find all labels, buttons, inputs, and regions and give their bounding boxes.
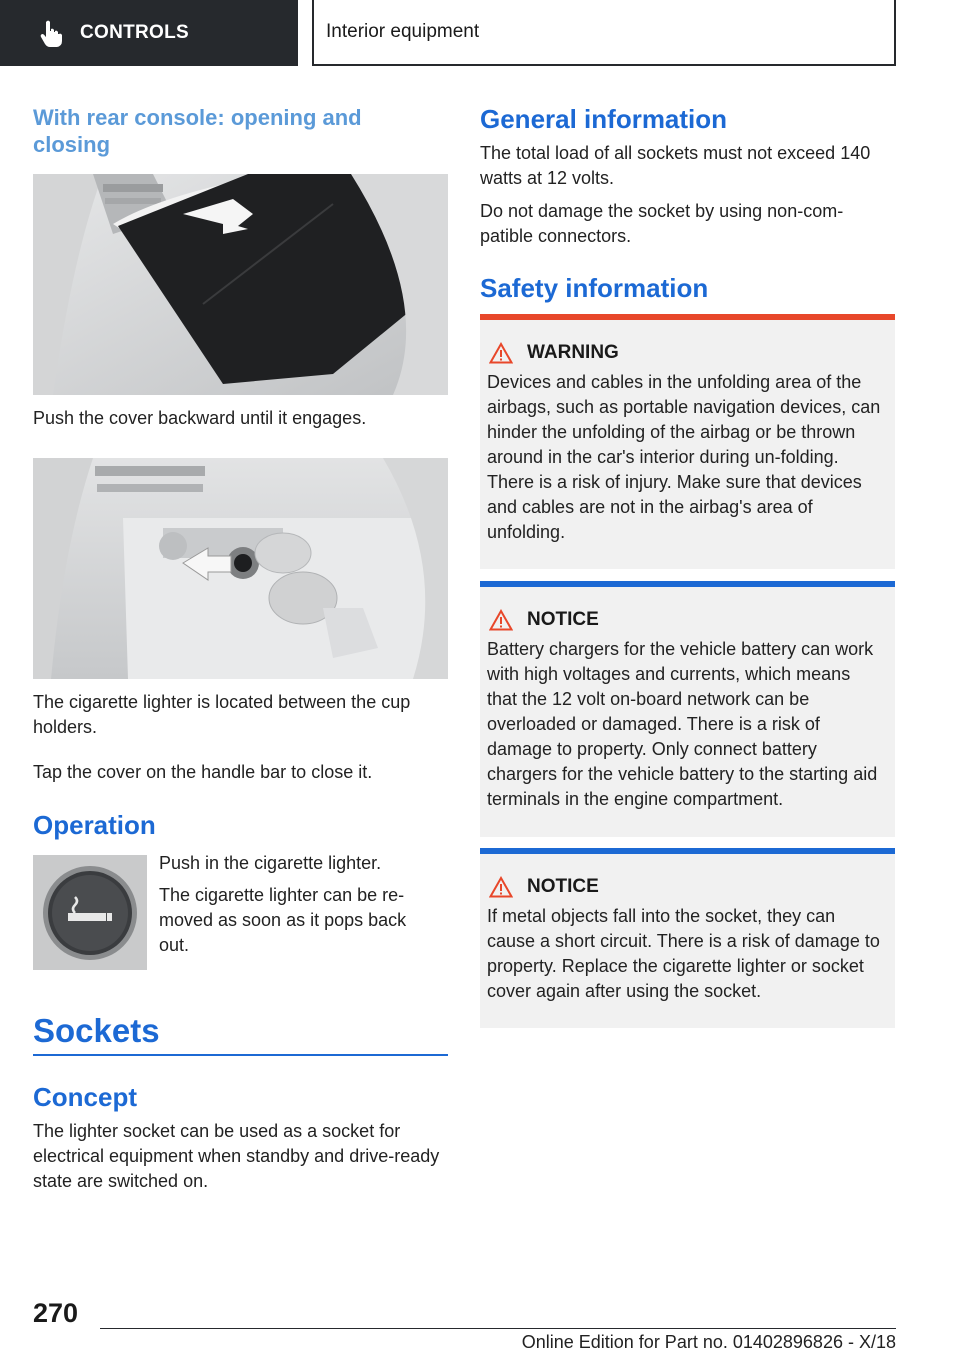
- notice-triangle-icon: [489, 876, 513, 898]
- heading-safety-information: Safety information: [480, 273, 709, 303]
- caption-tap-cover: Tap the cover on the handle bar to close it.: [33, 762, 373, 782]
- concept-text: The lighter socket can be used as a socket for electrical equipment when standby and drive-ready state are switched on.: [33, 1121, 440, 1191]
- warning-title-text: WARNING: [527, 342, 619, 363]
- notice-bar-2: [480, 848, 895, 854]
- heading-concept: Concept: [33, 1082, 137, 1112]
- footer-rule: [100, 1328, 896, 1329]
- console-cover-illustration: [33, 174, 448, 395]
- notice-text-2: If metal objects fall into the socket, they can cause a short circuit. There is a risk of damage to property. Replace the cigarette lighter or socket cover again after using the socket.: [487, 906, 880, 1001]
- warning-bar: [480, 314, 895, 320]
- header-chapter-tab: [312, 0, 896, 66]
- warning-box: [480, 314, 895, 569]
- notice-bar-1: [480, 581, 895, 587]
- warning-triangle-icon: [489, 342, 513, 364]
- operation-step-2: The cigarette lighter can be re-moved as soon as it pops back out.: [159, 885, 407, 955]
- notice-title-1: [487, 609, 881, 631]
- cup-holder-illustration: [33, 458, 448, 679]
- section-label: CONTROLS: [80, 22, 190, 43]
- heading-general-information: General information: [480, 104, 728, 134]
- general-text-2: Do not damage the socket by using non-com-patible connectors.: [480, 201, 844, 246]
- header-section-tab: [0, 0, 298, 66]
- cigarette-lighter-icon: [33, 855, 147, 970]
- notice-text-1: Battery chargers for the vehicle battery can work with high voltages and currents, which means that the 12 volt on-board network can be overloaded or damaged. There is a risk of damage to property. Only connect battery chargers for the vehicle battery to the starting aid terminals in the engine compartment.: [487, 639, 878, 809]
- hand-pointer-icon: [36, 18, 66, 48]
- page-number: 270: [33, 1298, 79, 1328]
- footer-edition: Online Edition for Part no. 01402896826 - X/18: [521, 1332, 896, 1352]
- caption-lighter-location: The cigarette lighter is located between the cup holders.: [33, 692, 411, 737]
- notice-box-2: [480, 848, 895, 1028]
- notice-title-1-text: NOTICE: [527, 609, 599, 630]
- heading-rear-console: With rear console: opening and closing: [33, 105, 362, 157]
- chapter-label: Interior equipment: [326, 21, 480, 42]
- heading-operation: Operation: [33, 810, 156, 840]
- caption-push-cover: Push the cover backward until it engages.: [33, 408, 367, 428]
- photo-console-cover: [33, 174, 448, 395]
- notice-triangle-icon: [489, 609, 513, 631]
- general-text-1: The total load of all sockets must not exceed 140 watts at 12 volts.: [480, 143, 871, 188]
- lighter-button-image: [33, 855, 147, 970]
- notice-title-2: [487, 876, 881, 898]
- sockets-rule: [33, 1054, 448, 1056]
- operation-step-1: Push in the cigarette lighter.: [159, 853, 382, 873]
- warning-title: [487, 342, 881, 364]
- notice-title-2-text: NOTICE: [527, 876, 599, 897]
- photo-cup-holders: [33, 458, 448, 679]
- heading-sockets: Sockets: [33, 1012, 160, 1049]
- notice-box-1: [480, 581, 895, 837]
- warning-text: Devices and cables in the unfolding area of the airbags, such as portable navigation devices, can hinder the unfolding of the airbag or be thrown around in the car's interior during un-folding. There is a risk of injury. Make sure that devices and cables are not in the airbag's area of unfolding.: [487, 372, 881, 542]
